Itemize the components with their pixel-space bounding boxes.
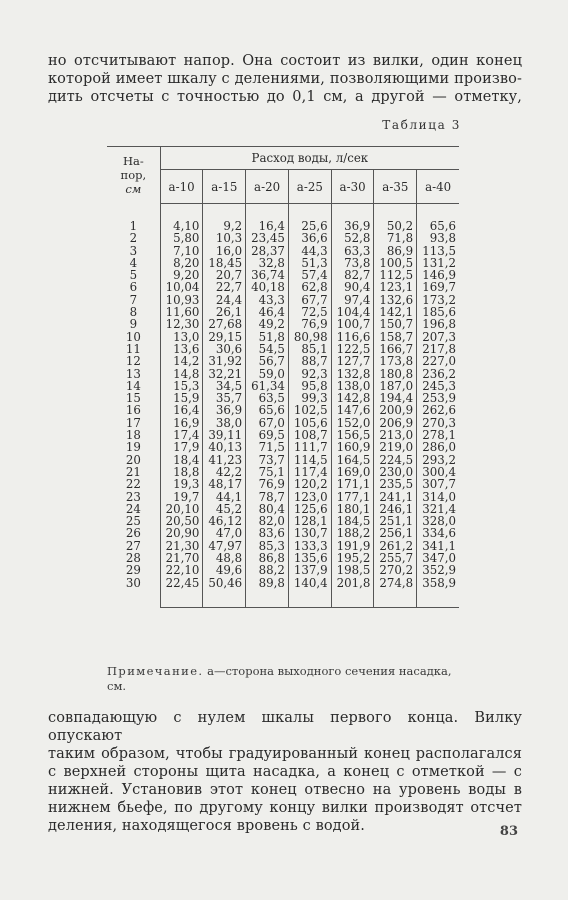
flow-value-cell: 127,7: [331, 355, 374, 367]
flow-value-cell: 274,8: [374, 577, 417, 608]
flow-value-cell: 41,23: [203, 454, 246, 466]
flow-value-cell: 30,6: [203, 343, 246, 355]
flow-value-cell: 10,93: [160, 294, 203, 306]
flow-value-cell: 35,7: [203, 392, 246, 404]
flow-value-cell: 230,0: [374, 466, 417, 478]
head-value-cell: 26: [125, 526, 141, 541]
flow-value-cell: 36,6: [288, 232, 331, 244]
flow-value-cell: 69,5: [246, 429, 289, 441]
flow-value-cell: 8,20: [160, 257, 203, 269]
flow-value-cell: 49,2: [246, 318, 289, 330]
flow-value-cell: 50,2: [374, 204, 417, 233]
flow-value-cell: 82,0: [246, 515, 289, 527]
flow-value-cell: 251,1: [374, 515, 417, 527]
flow-value-cell: 245,3: [417, 380, 459, 392]
flow-value-cell: 21,70: [160, 552, 203, 564]
flow-value-cell: 169,0: [331, 466, 374, 478]
flow-value-cell: 224,5: [374, 454, 417, 466]
flow-value-cell: 36,74: [246, 269, 289, 281]
flow-value-cell: 156,5: [331, 429, 374, 441]
text-line: нижней. Установив этот конец отвесно на уровень воды в: [48, 782, 522, 798]
flow-value-cell: 63,5: [246, 392, 289, 404]
head-value-cell: 15: [125, 391, 141, 406]
flow-value-cell: 24,4: [203, 294, 246, 306]
flow-value-cell: 180,1: [331, 503, 374, 515]
flow-value-cell: 123,1: [374, 281, 417, 293]
flow-value-cell: 65,6: [246, 404, 289, 416]
head-value-cell: 29: [125, 563, 141, 578]
flow-value-cell: 16,9: [160, 417, 203, 429]
flow-value-cell: 78,7: [246, 491, 289, 503]
flow-value-cell: 88,2: [246, 564, 289, 576]
flow-value-cell: 138,0: [331, 380, 374, 392]
flow-value-cell: 29,15: [203, 331, 246, 343]
flow-value-cell: 198,5: [331, 564, 374, 576]
flow-value-cell: 89,8: [246, 577, 289, 608]
flow-value-cell: 39,11: [203, 429, 246, 441]
flow-group-header: Расход воды, л/сек: [160, 147, 459, 170]
table-caption: Таблица 3: [382, 118, 461, 132]
table-row: [107, 527, 459, 539]
flow-value-cell: 13,0: [160, 331, 203, 343]
flow-value-cell: 11,60: [160, 306, 203, 318]
flow-value-cell: 278,1: [417, 429, 459, 441]
flow-value-cell: 45,2: [203, 503, 246, 515]
flow-value-cell: 207,3: [417, 331, 459, 343]
table-row: [107, 491, 459, 503]
flow-value-cell: 15,3: [160, 380, 203, 392]
flow-value-cell: 15,9: [160, 392, 203, 404]
column-header: а-10: [160, 170, 203, 204]
flow-value-cell: 73,7: [246, 454, 289, 466]
flow-value-cell: 286,0: [417, 441, 459, 453]
head-value-cell: 27: [125, 538, 141, 553]
head-header-line: На-: [122, 154, 144, 169]
flow-value-cell: 12,30: [160, 318, 203, 330]
column-header: а-25: [288, 170, 331, 204]
head-value-cell: 12: [125, 354, 141, 369]
flow-value-cell: 54,5: [246, 343, 289, 355]
flow-value-cell: 14,8: [160, 368, 203, 380]
flow-value-cell: 86,8: [246, 552, 289, 564]
flow-value-cell: 22,7: [203, 281, 246, 293]
text-line: с верхней стороны щита насадка, а конец с отметкой — с: [48, 764, 522, 780]
flow-value-cell: 160,9: [331, 441, 374, 453]
flow-value-cell: 253,9: [417, 392, 459, 404]
flow-value-cell: 130,7: [288, 527, 331, 539]
table-row: [107, 577, 459, 608]
flow-value-cell: 32,21: [203, 368, 246, 380]
flow-value-cell: 142,1: [374, 306, 417, 318]
flow-value-cell: 5,80: [160, 232, 203, 244]
flow-value-cell: 31,92: [203, 355, 246, 367]
flow-value-cell: 10,04: [160, 281, 203, 293]
head-value-cell: 30: [125, 575, 141, 590]
flow-value-cell: 347,0: [417, 552, 459, 564]
head-value-cell: 3: [129, 243, 138, 258]
flow-value-cell: 262,6: [417, 404, 459, 416]
head-value-cell: 1: [129, 218, 138, 233]
head-value-cell: 14: [125, 378, 141, 393]
flow-value-cell: 307,7: [417, 478, 459, 490]
flow-value-cell: 61,34: [246, 380, 289, 392]
head-value-cell: 4: [129, 255, 138, 270]
flow-value-cell: 20,90: [160, 527, 203, 539]
table-row: [107, 368, 459, 380]
head-value-cell: 22: [125, 477, 141, 492]
flow-value-cell: 13,6: [160, 343, 203, 355]
text-line: таким образом, чтобы градуированный конец располагался: [48, 746, 522, 762]
flow-value-cell: 185,6: [417, 306, 459, 318]
table-row: [107, 355, 459, 367]
table-row: [107, 204, 459, 233]
flow-value-cell: 56,7: [246, 355, 289, 367]
flow-value-cell: 201,8: [331, 577, 374, 608]
flow-value-cell: 133,3: [288, 540, 331, 552]
flow-value-cell: 114,5: [288, 454, 331, 466]
flow-value-cell: 23,45: [246, 232, 289, 244]
flow-value-cell: 32,8: [246, 257, 289, 269]
flow-rate-table: [107, 146, 459, 608]
flow-value-cell: 113,5: [417, 245, 459, 257]
flow-value-cell: 341,1: [417, 540, 459, 552]
flow-value-cell: 47,97: [203, 540, 246, 552]
flow-value-cell: 7,10: [160, 245, 203, 257]
head-value-cell: 18: [125, 428, 141, 443]
flow-value-cell: 177,1: [331, 491, 374, 503]
flow-value-cell: 73,8: [331, 257, 374, 269]
flow-value-cell: 92,3: [288, 368, 331, 380]
flow-value-cell: 40,18: [246, 281, 289, 293]
head-header-unit: см: [125, 182, 142, 197]
flow-value-cell: 120,2: [288, 478, 331, 490]
flow-value-cell: 40,13: [203, 441, 246, 453]
head-value-cell: 5: [129, 268, 138, 283]
flow-value-cell: 48,8: [203, 552, 246, 564]
flow-value-cell: 173,2: [417, 294, 459, 306]
flow-value-cell: 44,3: [288, 245, 331, 257]
flow-value-cell: 100,7: [331, 318, 374, 330]
flow-value-cell: 171,1: [331, 478, 374, 490]
flow-value-cell: 72,5: [288, 306, 331, 318]
flow-value-cell: 17,9: [160, 441, 203, 453]
flow-value-cell: 140,4: [288, 577, 331, 608]
flow-value-cell: 80,98: [288, 331, 331, 343]
flow-value-cell: 123,0: [288, 491, 331, 503]
flow-value-cell: 300,4: [417, 466, 459, 478]
flow-value-cell: 135,6: [288, 552, 331, 564]
head-value-cell: 6: [129, 280, 138, 295]
flow-value-cell: 219,0: [374, 441, 417, 453]
flow-value-cell: 137,9: [288, 564, 331, 576]
flow-value-cell: 227,0: [417, 355, 459, 367]
table-row: [107, 404, 459, 416]
table-note: [107, 664, 462, 694]
flow-value-cell: 132,8: [331, 368, 374, 380]
head-value-cell: 28: [125, 551, 141, 566]
text-line: дить отсчеты с точностью до 0,1 см, а другой — отметку,: [48, 89, 522, 105]
flow-value-cell: 50,46: [203, 577, 246, 608]
flow-value-cell: 18,4: [160, 454, 203, 466]
head-value-cell: 9: [129, 317, 138, 332]
flow-value-cell: 9,2: [203, 204, 246, 233]
flow-value-cell: 86,9: [374, 245, 417, 257]
flow-value-cell: 4,10: [160, 204, 203, 233]
head-value-cell: 7: [129, 292, 138, 307]
flow-value-cell: 20,7: [203, 269, 246, 281]
flow-value-cell: 105,6: [288, 417, 331, 429]
table-body: [107, 204, 459, 608]
flow-value-cell: 76,9: [246, 478, 289, 490]
flow-value-cell: 34,5: [203, 380, 246, 392]
head-value-cell: 13: [125, 366, 141, 381]
column-header: а-15: [203, 170, 246, 204]
flow-value-cell: 256,1: [374, 527, 417, 539]
table-row: [107, 232, 459, 244]
flow-value-cell: 213,0: [374, 429, 417, 441]
flow-value-cell: 71,8: [374, 232, 417, 244]
flow-value-cell: 235,5: [374, 478, 417, 490]
flow-value-cell: 25,6: [288, 204, 331, 233]
head-value-cell: 16: [125, 403, 141, 418]
flow-value-cell: 42,2: [203, 466, 246, 478]
flow-value-cell: 85,3: [246, 540, 289, 552]
head-value-cell: 24: [125, 501, 141, 516]
flow-value-cell: 59,0: [246, 368, 289, 380]
flow-value-cell: 132,6: [374, 294, 417, 306]
flow-value-cell: 241,1: [374, 491, 417, 503]
flow-value-cell: 21,30: [160, 540, 203, 552]
flow-value-cell: 164,5: [331, 454, 374, 466]
flow-value-cell: 255,7: [374, 552, 417, 564]
flow-value-cell: 173,8: [374, 355, 417, 367]
head-value-cell: 20: [125, 452, 141, 467]
flow-value-cell: 57,4: [288, 269, 331, 281]
flow-value-cell: 16,4: [160, 404, 203, 416]
flow-value-cell: 111,7: [288, 441, 331, 453]
column-header: а-20: [246, 170, 289, 204]
flow-value-cell: 47,0: [203, 527, 246, 539]
text-line: которой имеет шкалу с делениями, позволяющими произво-: [48, 71, 522, 87]
flow-value-cell: 128,1: [288, 515, 331, 527]
flow-value-cell: 52,8: [331, 232, 374, 244]
flow-value-cell: 62,8: [288, 281, 331, 293]
flow-value-cell: 104,4: [331, 306, 374, 318]
head-value-cell: 2: [129, 231, 138, 246]
head-header-line: пор,: [120, 168, 147, 183]
flow-value-cell: 196,8: [417, 318, 459, 330]
head-value-cell: 10: [125, 329, 141, 344]
flow-value-cell: 246,1: [374, 503, 417, 515]
flow-value-cell: 71,5: [246, 441, 289, 453]
flow-value-cell: 108,7: [288, 429, 331, 441]
flow-value-cell: 88,7: [288, 355, 331, 367]
column-header: а-35: [374, 170, 417, 204]
flow-value-cell: 46,12: [203, 515, 246, 527]
flow-value-cell: 49,6: [203, 564, 246, 576]
flow-value-cell: 150,7: [374, 318, 417, 330]
flow-value-cell: 19,3: [160, 478, 203, 490]
flow-value-cell: 117,4: [288, 466, 331, 478]
flow-value-cell: 166,7: [374, 343, 417, 355]
column-header: а-40: [417, 170, 459, 204]
table-row: [107, 318, 459, 330]
flow-value-cell: 147,6: [331, 404, 374, 416]
flow-value-cell: 293,2: [417, 454, 459, 466]
flow-value-cell: 122,5: [331, 343, 374, 355]
flow-value-cell: 17,4: [160, 429, 203, 441]
top-paragraph: [48, 52, 522, 106]
flow-value-cell: 85,1: [288, 343, 331, 355]
flow-value-cell: 51,8: [246, 331, 289, 343]
flow-value-cell: 18,8: [160, 466, 203, 478]
flow-value-cell: 188,2: [331, 527, 374, 539]
flow-value-cell: 63,3: [331, 245, 374, 257]
flow-value-cell: 26,1: [203, 306, 246, 318]
head-column-header: [107, 147, 160, 204]
flow-value-cell: 46,4: [246, 306, 289, 318]
flow-value-cell: 194,4: [374, 392, 417, 404]
flow-value-cell: 328,0: [417, 515, 459, 527]
text-line: деления, находящегося вровень с водой.: [48, 818, 365, 834]
flow-value-cell: 200,9: [374, 404, 417, 416]
column-header: а-30: [331, 170, 374, 204]
flow-value-cell: 191,9: [331, 540, 374, 552]
flow-value-cell: 22,45: [160, 577, 203, 608]
head-value-cell: 23: [125, 489, 141, 504]
flow-value-cell: 152,0: [331, 417, 374, 429]
flow-value-cell: 131,2: [417, 257, 459, 269]
head-value-cell: 8: [129, 305, 138, 320]
flow-value-cell: 95,8: [288, 380, 331, 392]
flow-value-cell: 10,3: [203, 232, 246, 244]
flow-value-cell: 90,4: [331, 281, 374, 293]
flow-value-cell: 334,6: [417, 527, 459, 539]
flow-value-cell: 36,9: [203, 404, 246, 416]
flow-value-cell: 102,5: [288, 404, 331, 416]
flow-value-cell: 100,5: [374, 257, 417, 269]
flow-value-cell: 112,5: [374, 269, 417, 281]
flow-value-cell: 270,3: [417, 417, 459, 429]
flow-value-cell: 142,8: [331, 392, 374, 404]
flow-value-cell: 270,2: [374, 564, 417, 576]
flow-value-cell: 187,0: [374, 380, 417, 392]
flow-value-cell: 195,2: [331, 552, 374, 564]
flow-value-cell: 48,17: [203, 478, 246, 490]
column-header-row: [107, 170, 459, 204]
table-row: [107, 281, 459, 293]
flow-value-cell: 184,5: [331, 515, 374, 527]
flow-value-cell: 14,2: [160, 355, 203, 367]
flow-value-cell: 125,6: [288, 503, 331, 515]
flow-value-cell: 93,8: [417, 232, 459, 244]
flow-value-cell: 314,0: [417, 491, 459, 503]
flow-value-cell: 116,6: [331, 331, 374, 343]
flow-value-cell: 321,4: [417, 503, 459, 515]
table-row: [107, 441, 459, 453]
text-line: нижнем бьефе, по другому концу вилки производят отсчет: [48, 800, 522, 816]
flow-value-cell: 206,9: [374, 417, 417, 429]
head-value-cell: 17: [125, 415, 141, 430]
flow-value-cell: 16,0: [203, 245, 246, 257]
flow-value-cell: 43,3: [246, 294, 289, 306]
flow-value-cell: 20,10: [160, 503, 203, 515]
flow-value-cell: 67,7: [288, 294, 331, 306]
flow-value-cell: 97,4: [331, 294, 374, 306]
head-value-cell: 25: [125, 514, 141, 529]
flow-value-cell: 38,0: [203, 417, 246, 429]
flow-value-cell: 16,4: [246, 204, 289, 233]
flow-value-cell: 18,45: [203, 257, 246, 269]
flow-value-cell: 51,3: [288, 257, 331, 269]
flow-value-cell: 9,20: [160, 269, 203, 281]
note-text: а—сторона выходного сечения насадка, см.: [107, 664, 452, 693]
flow-value-cell: 27,68: [203, 318, 246, 330]
flow-value-cell: 20,50: [160, 515, 203, 527]
flow-value-cell: 99,3: [288, 392, 331, 404]
flow-value-cell: 82,7: [331, 269, 374, 281]
flow-value-cell: 352,9: [417, 564, 459, 576]
flow-value-cell: 80,4: [246, 503, 289, 515]
head-value-cell: 19: [125, 440, 141, 455]
flow-value-cell: 83,6: [246, 527, 289, 539]
head-value-cell: 21: [125, 464, 141, 479]
flow-value-cell: 67,0: [246, 417, 289, 429]
flow-value-cell: 36,9: [331, 204, 374, 233]
note-label: Примечание.: [107, 664, 204, 678]
flow-value-cell: 146,9: [417, 269, 459, 281]
flow-value-cell: 358,9: [417, 577, 459, 608]
flow-value-cell: 217,8: [417, 343, 459, 355]
flow-value-cell: 28,37: [246, 245, 289, 257]
flow-value-cell: 158,7: [374, 331, 417, 343]
table-row: [107, 478, 459, 490]
flow-value-cell: 75,1: [246, 466, 289, 478]
flow-value-cell: 180,8: [374, 368, 417, 380]
text-line: совпадающую с нулем шкалы первого конца. Вилку опускают: [48, 710, 522, 744]
text-line: но отсчитывают напор. Она состоит из вилки, один конец: [48, 53, 522, 69]
head-value-cell: 11: [125, 341, 141, 356]
flow-value-cell: 76,9: [288, 318, 331, 330]
flow-value-cell: 22,10: [160, 564, 203, 576]
bottom-paragraph: [48, 709, 522, 835]
flow-value-cell: 236,2: [417, 368, 459, 380]
flow-value-cell: 65,6: [417, 204, 459, 233]
flow-value-cell: 19,7: [160, 491, 203, 503]
table-row: [107, 564, 459, 576]
page-number: 83: [499, 824, 518, 839]
flow-value-cell: 169,7: [417, 281, 459, 293]
flow-value-cell: 44,1: [203, 491, 246, 503]
flow-value-cell: 261,2: [374, 540, 417, 552]
